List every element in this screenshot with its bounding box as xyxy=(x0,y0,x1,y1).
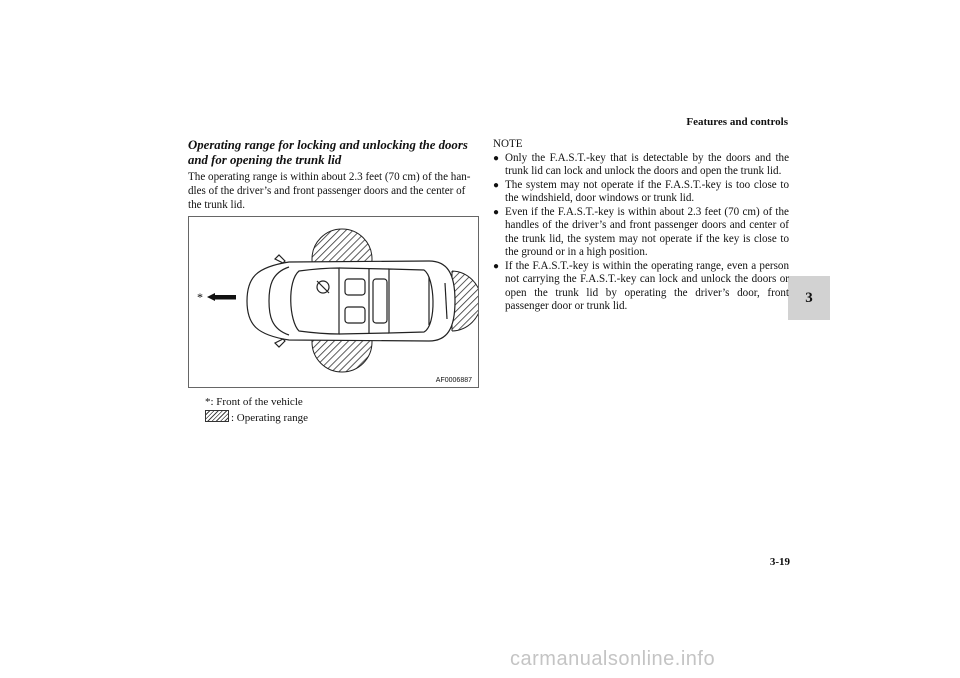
front-marker: * xyxy=(197,290,203,304)
figure-legend xyxy=(205,395,308,426)
front-arrow-icon xyxy=(207,293,236,301)
section-body: The operating range is within about 2.3 feet (70 cm) of the han-dles of the driver’s and front passenger doors and the center of the trunk lid. xyxy=(188,171,471,211)
legend-range: : Operating range xyxy=(231,412,308,424)
section-title: Operating range for locking and unlocking the doors and for opening the trunk lid xyxy=(188,138,468,167)
page-number: 3-19 xyxy=(769,556,790,568)
note-block xyxy=(493,138,789,314)
bullet-icon: ● xyxy=(493,152,500,164)
note-item: ● Even if the F.A.S.T.-key is within about 2.3 feet (70 cm) of the handles of the driver’s and front passenger doors and center of the trunk lid, the system may not operate if the key is close to the ground or in a high position. xyxy=(493,205,789,258)
hatch-swatch-icon xyxy=(205,410,229,422)
watermark: carmanualsonline.info xyxy=(510,648,716,670)
bullet-icon: ● xyxy=(493,179,500,191)
bullet-icon: ● xyxy=(493,260,500,272)
legend-range-row xyxy=(205,410,308,426)
note-item: ● The system may not operate if the F.A.S.T.-key is too close to the windshield, door windows or trunk lid. xyxy=(493,178,789,204)
car-top-view-illustration xyxy=(189,217,478,387)
bullet-icon: ● xyxy=(493,206,500,218)
legend-front: *: Front of the vehicle xyxy=(205,396,303,408)
car-body xyxy=(247,255,455,347)
note-item: ● If the F.A.S.T.-key is within the operating range, even a person not carrying the F.A.S.T.-key can lock and unlock the doors or open the trunk lid by operating the driver’s door, front passenger door or trunk lid. xyxy=(493,259,789,312)
note-item: ● Only the F.A.S.T.-key that is detectable by the doors and the trunk lid can lock and unlock the doors and open the trunk lid. xyxy=(493,151,789,177)
section xyxy=(188,138,478,212)
chapter-number: 3 xyxy=(805,290,813,306)
figure-code: AF0006887 xyxy=(435,377,472,384)
running-header: Features and controls xyxy=(686,116,788,128)
vehicle-range-figure xyxy=(188,216,479,388)
note-title: NOTE xyxy=(493,138,523,150)
chapter-tab xyxy=(788,276,830,320)
